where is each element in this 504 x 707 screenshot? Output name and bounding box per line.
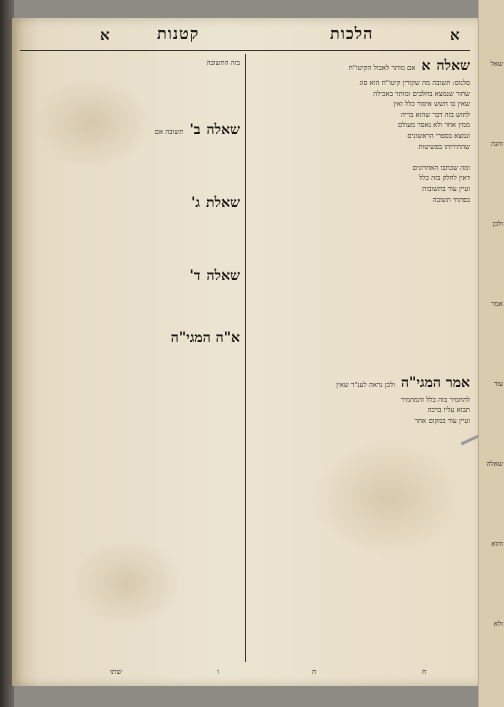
right-column bbox=[252, 58, 470, 686]
question-label: שאלה bbox=[206, 121, 240, 138]
text-line bbox=[252, 437, 470, 448]
facing-page-fragment: עוד bbox=[493, 380, 503, 388]
header-right-letter: א bbox=[450, 26, 460, 44]
text-line bbox=[252, 532, 470, 543]
facing-page-fragment: והנה bbox=[490, 140, 503, 148]
text-line bbox=[22, 360, 240, 371]
text-line bbox=[22, 477, 240, 488]
question-heading bbox=[252, 58, 470, 78]
text-line bbox=[22, 288, 240, 299]
footer-word: שתו bbox=[110, 667, 122, 676]
text-line bbox=[252, 205, 470, 216]
text-line bbox=[22, 382, 240, 393]
footer-mark: ח bbox=[312, 667, 317, 676]
text-line bbox=[22, 215, 240, 226]
text-line bbox=[252, 332, 470, 343]
text-line bbox=[22, 163, 240, 174]
text-line bbox=[252, 364, 470, 375]
text-line bbox=[22, 236, 240, 247]
text-line bbox=[22, 541, 240, 552]
text-line bbox=[252, 585, 470, 596]
text-line bbox=[252, 216, 470, 227]
text-line bbox=[252, 670, 470, 681]
text-line bbox=[22, 309, 240, 320]
text-line: שחור שנמצא בחלבים ומותר באכילה bbox=[373, 89, 470, 98]
left-column bbox=[22, 58, 240, 604]
question-heading bbox=[22, 195, 240, 215]
text-line bbox=[22, 562, 240, 573]
text-line bbox=[252, 564, 470, 575]
book-page bbox=[12, 18, 478, 686]
text-line bbox=[22, 90, 240, 101]
text-line bbox=[22, 551, 240, 562]
header-rule bbox=[20, 50, 470, 51]
text-line bbox=[252, 300, 470, 311]
text-line bbox=[252, 448, 470, 459]
catchword: ח bbox=[422, 667, 427, 676]
text-line bbox=[22, 519, 240, 530]
question-number: ד' bbox=[189, 267, 201, 284]
text-line bbox=[252, 659, 470, 670]
facing-page-edge bbox=[478, 0, 504, 707]
text-line bbox=[22, 572, 240, 583]
text-line: להחמיר בזה כלל והמחמיר bbox=[400, 395, 470, 404]
text-line bbox=[252, 543, 470, 554]
facing-page-fragment: שאל bbox=[490, 60, 503, 68]
facing-page-fragment: אמר bbox=[491, 300, 503, 308]
text-line bbox=[252, 322, 470, 333]
text-line bbox=[22, 498, 240, 509]
text-line bbox=[22, 100, 240, 111]
editor-note-heading bbox=[252, 375, 470, 395]
text-line bbox=[22, 79, 240, 90]
question-label: שאלת bbox=[206, 194, 240, 211]
header-left-title: קטנות bbox=[157, 24, 200, 43]
text-line bbox=[252, 279, 470, 290]
text-line bbox=[22, 69, 240, 80]
column-divider bbox=[245, 54, 246, 662]
text-line bbox=[22, 435, 240, 446]
text-line bbox=[22, 445, 240, 456]
text-line bbox=[252, 638, 470, 649]
facing-page-fragment: והוא bbox=[491, 540, 503, 548]
text-line bbox=[252, 522, 470, 533]
text-line bbox=[22, 152, 240, 163]
text-line bbox=[22, 594, 240, 605]
text-line bbox=[252, 269, 470, 280]
text-line bbox=[252, 311, 470, 322]
text-line bbox=[252, 343, 470, 354]
text-line: לחוש בזה דבר שהוא בריה bbox=[400, 110, 470, 119]
text-line bbox=[22, 488, 240, 499]
editor-note-heading bbox=[22, 330, 240, 350]
question-number: ב' bbox=[189, 121, 201, 138]
editor-note-text: ולכן נראה לענ"ד שאין bbox=[336, 380, 395, 389]
text-line bbox=[252, 469, 470, 480]
text-line bbox=[22, 298, 240, 309]
text-line bbox=[252, 554, 470, 565]
facing-page-fragment: ולכן bbox=[492, 220, 503, 228]
question-label: שאלה bbox=[206, 267, 240, 284]
header-left-letter: א bbox=[100, 26, 110, 44]
question-heading bbox=[22, 268, 240, 288]
text-line bbox=[22, 225, 240, 236]
text-line bbox=[252, 649, 470, 660]
editor-note-label: אמר המגי"ה bbox=[400, 374, 470, 391]
text-line: ומה שכתבו האחרונים bbox=[412, 163, 470, 172]
text-line bbox=[22, 392, 240, 403]
text-line: שאין בו חשש איסור כלל ואין bbox=[393, 100, 470, 109]
text-line bbox=[22, 413, 240, 424]
text-line bbox=[252, 226, 470, 237]
text-line: בזה התשובה bbox=[206, 59, 240, 67]
text-line bbox=[22, 466, 240, 477]
question-text: תשובה אם bbox=[154, 127, 184, 136]
text-line bbox=[22, 350, 240, 361]
text-line bbox=[252, 152, 470, 163]
text-line: ונמצא בספרי הראשונים bbox=[407, 131, 470, 140]
header-right-title: הלכות bbox=[330, 24, 374, 43]
text-line bbox=[252, 426, 470, 437]
text-line bbox=[252, 501, 470, 512]
text-line bbox=[22, 583, 240, 594]
facing-page-fragment: שאלה bbox=[486, 460, 503, 468]
question-number: א bbox=[421, 58, 431, 74]
text-line bbox=[22, 142, 240, 153]
editor-note-label: א"ה המגי"ה bbox=[170, 329, 240, 346]
text-line bbox=[22, 173, 240, 184]
text-line: ממין אחר ולא נאסר מעולם bbox=[397, 121, 470, 130]
text-line bbox=[22, 184, 240, 195]
text-line bbox=[22, 111, 240, 122]
footer-mark: ו bbox=[217, 667, 219, 676]
text-line bbox=[252, 681, 470, 686]
text-line bbox=[252, 511, 470, 522]
text-line bbox=[252, 237, 470, 248]
text-line bbox=[22, 371, 240, 382]
question-text: אם מותר לאכול הקיטו"ח bbox=[348, 64, 416, 72]
text-line bbox=[22, 257, 240, 268]
text-line bbox=[252, 596, 470, 607]
question-number: ג' bbox=[191, 194, 200, 211]
question-label: שאלה bbox=[436, 58, 470, 74]
text-line bbox=[252, 607, 470, 618]
text-line bbox=[22, 246, 240, 257]
text-line bbox=[22, 424, 240, 435]
text-line bbox=[22, 530, 240, 541]
text-line: דאין לחלק בזה כלל bbox=[419, 174, 470, 183]
text-line bbox=[22, 319, 240, 330]
text-line: סלנוס: תשובה מה שקורין קיטו"ח הוא סוג bbox=[359, 79, 470, 87]
text-line bbox=[252, 258, 470, 269]
text-line: בפתחי תשובה bbox=[432, 195, 470, 204]
text-line bbox=[252, 490, 470, 501]
text-line: תבוא עליו ברכה bbox=[427, 406, 470, 415]
text-line: שהתירוהו בפשיטות bbox=[418, 142, 470, 151]
text-line bbox=[22, 403, 240, 414]
text-line: ועיין עוד בתשובות bbox=[422, 184, 470, 193]
text-line bbox=[22, 509, 240, 520]
text-line bbox=[252, 458, 470, 469]
text-line: ועיין עוד במקום אחר bbox=[414, 416, 470, 425]
text-line bbox=[252, 290, 470, 301]
text-line bbox=[252, 575, 470, 586]
text-line bbox=[252, 479, 470, 490]
facing-page-fragment: ולא bbox=[493, 620, 503, 628]
text-line bbox=[22, 456, 240, 467]
text-line bbox=[252, 628, 470, 639]
text-line bbox=[252, 248, 470, 259]
text-line bbox=[252, 353, 470, 364]
text-line bbox=[252, 617, 470, 628]
question-heading bbox=[22, 122, 240, 142]
